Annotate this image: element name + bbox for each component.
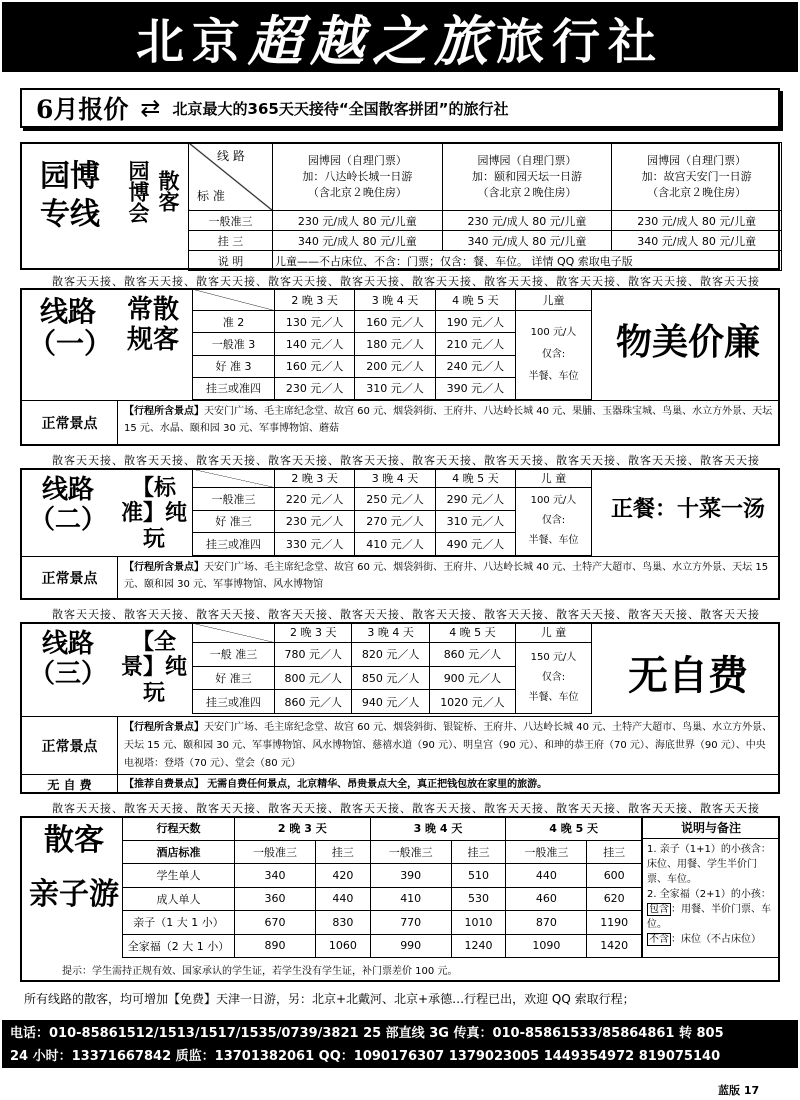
price-cell: 460 [506,887,587,911]
corner-cell [193,469,275,488]
route-3-kind: 【全景】纯玩 [120,629,187,706]
family-title-1: 散客 [44,823,104,858]
route-3-section [20,622,780,794]
price-cell: 340 元/成人 80 元/儿童 [442,231,612,251]
row-label: 好 准三 [193,510,275,533]
col-head: 4 晚 5 天 [435,469,515,488]
child-cell [516,487,592,555]
spot-head: 【行程所含景点】 [124,722,204,733]
price-cell: 240 元／人 [435,355,515,377]
route-1-kind: 常散规客 [126,295,179,355]
notes-box [642,816,780,958]
route-2-title: 线路（二） [28,475,107,535]
price-cell: 160 元／人 [275,355,355,377]
sub-head: 一般准三 [235,840,316,864]
title-part-a: 北京 [135,13,248,70]
free-text: 无需自费任何景点，北京精华、昂贵景点大全，真正把钱包放在家里的旅游。 [207,779,548,790]
price-cell: 890 [235,934,316,958]
price-cell: 530 [451,887,506,911]
row-label: 挂三或准四 [193,377,275,399]
row-label: 好 准三 [193,666,275,690]
price-cell: 310 元／人 [435,510,515,533]
price-cell: 870 [506,911,587,935]
price-cell: 440 [316,887,371,911]
row-label: 一般 准三 [193,642,275,666]
daily-banner: 散客天天接、散客天天接、散客天天接、散客天天接、散客天天接、散客天天接、散客天天接、散客天天接、散客天天接、散客天天接 [52,454,760,467]
contact-footer [2,1020,798,1068]
price-cell: 1020 元／人 [429,690,515,714]
free-list [118,774,780,794]
col-head: 3 晚 4 天 [355,469,435,488]
route-2-slogan: 正餐：十菜一汤 [610,496,765,522]
note-text: 儿童——不占床位、不含：门票；仅含：餐、车位。 详情 QQ 索取电子版 [273,251,782,271]
price-cell: 220 元／人 [275,487,355,510]
sub-head: 一般准三 [370,840,451,864]
price-cell: 940 元／人 [352,690,429,714]
notes-head: 说明与备注 [643,817,779,839]
month-label: 6月报价 [36,95,129,124]
price-cell: 410 元／人 [355,533,435,556]
hotel-head: 酒店标准 [123,840,235,864]
price-cell: 670 [235,911,316,935]
child-cell [516,311,592,400]
price-cell: 410 [370,887,451,911]
spot-list [118,556,780,598]
spot-label: 正常景点 [22,400,118,444]
row-label: 学生单人 [123,864,235,888]
price-cell: 850 元／人 [352,666,429,690]
col-head: 3 晚 4 天 [355,289,435,311]
row-label: 挂三或准四 [193,690,275,714]
sub-head: 挂三 [451,840,506,864]
route-3-title: 线路（三） [28,629,107,689]
days-head: 行程天数 [123,817,235,841]
include-text: ：用餐、半价门票、车位。 [647,904,771,930]
price-cell: 290 元／人 [435,487,515,510]
row-label: 一般准 3 [193,333,275,355]
price-cell: 130 元／人 [275,311,355,333]
col-head: 3 晚 4 天 [352,623,429,643]
corner-cell [193,623,275,643]
price-cell: 230 元/成人 80 元/儿童 [442,211,612,231]
child-inc: 仅含: [541,349,566,361]
child-head: 儿 童 [516,623,592,643]
price-cell: 160 元／人 [355,311,435,333]
route-1-slogan: 物美价廉 [615,321,760,363]
yuanbo-table [188,142,782,271]
child-inc2: 半餐、车位 [528,691,579,703]
price-cell: 440 [506,864,587,888]
price-cell: 360 [235,887,316,911]
price-cell: 340 元/成人 80 元/儿童 [612,231,782,251]
daily-banner: 散客天天接、散客天天接、散客天天接、散客天天接、散客天天接、散客天天接、散客天天接、散客天天接、散客天天接、散客天天接 [52,608,760,621]
price-cell: 830 [316,911,371,935]
double-arrow-icon: ⇄ [140,94,161,122]
yuanbo-route-2: 园博园（自理门票） 加：颐和园天坛一日游 （含北京２晚住房） [442,143,612,211]
price-cell: 1240 [451,934,506,958]
month-banner [20,88,780,128]
free-head: 【推荐自费景点】 [124,779,204,790]
contact-line-1: 电话：010-85861512/1513/1517/1535/0739/3821 25 部直线 3G 传真：010-85861533/85864861 转 805 [10,1026,724,1041]
price-cell: 180 元／人 [355,333,435,355]
title-part-c: 旅行社 [496,13,665,70]
price-cell: 820 元／人 [352,642,429,666]
price-cell: 230 元/成人 80 元/儿童 [612,211,782,231]
price-cell: 1190 [587,911,642,935]
yuanbo-corner [189,143,273,211]
family-section [20,816,780,982]
price-cell: 340 元/成人 80 元/儿童 [273,231,443,251]
col-head: 2 晚 3 天 [235,817,371,841]
student-tip: 提示：学生需持正规有效、国家承认的学生证，若学生没有学生证，补门票差价 100 元。 [62,966,458,977]
family-table [122,816,642,958]
route-1-section [20,288,780,446]
price-cell: 770 [370,911,451,935]
exclude-text: ：床位（不占床位） [671,934,761,945]
price-cell: 860 元／人 [275,690,352,714]
daily-banner: 散客天天接、散客天天接、散客天天接、散客天天接、散客天天接、散客天天接、散客天天接、散客天天接、散客天天接、散客天天接 [52,275,760,288]
line-label: 线 路 [217,149,245,163]
page-number: 蓝版 17 [718,1084,760,1097]
price-cell: 230 元／人 [275,377,355,399]
price-cell: 230 元/成人 80 元/儿童 [273,211,443,231]
price-cell: 900 元／人 [429,666,515,690]
price-cell: 390 元／人 [435,377,515,399]
note-1: 1. 亲子（1+1）的小孩含：床位、用餐、学生半价门票、车位。 [647,844,771,885]
spot-text: 天安门广场、毛主席纪念堂、故宫 60 元、烟袋斜街、王府井、八达岭长城 40 元、果脯、玉器珠宝城、鸟巢、水立方外景、天坛 15 元、水晶、颐和园 30 元、军事博物馆、蘑菇 [124,406,773,434]
price-cell: 210 元／人 [435,333,515,355]
price-cell: 390 [370,864,451,888]
yuanbo-section [20,142,780,270]
include-tag: 包含 [649,904,669,915]
exclude-tag: 不含 [649,934,669,945]
corner-cell [193,289,275,311]
row-label: 一般准三 [189,211,273,231]
col-head: 4 晚 5 天 [429,623,515,643]
price-cell: 270 元／人 [355,510,435,533]
yuanbo-side2: 散客 [156,170,181,212]
row-label: 挂 三 [189,231,273,251]
price-cell: 510 [451,864,506,888]
spot-head: 【行程所含景点】 [124,406,204,417]
title-part-b: 超越之旅 [248,8,496,72]
child-cell [516,642,592,713]
spot-text: 天安门广场、毛主席纪念堂、故宫 60 元、烟袋斜街、王府井、八达岭长城 40 元、土特产大超市、鸟巢、水立方外景、天坛 15 元、颐和园 30 元、军事博物馆、风水博物馆 [124,562,769,590]
child-head: 儿童 [516,289,592,311]
col-head: 2 晚 3 天 [275,289,355,311]
price-cell: 140 元／人 [275,333,355,355]
sub-head: 挂三 [587,840,642,864]
spot-head: 【行程所含景点】 [124,562,204,573]
child-head: 儿 童 [516,469,592,488]
col-head: 2 晚 3 天 [275,469,355,488]
note-2: 2. 全家福（2+1）的小孩： [647,889,771,900]
child-price: 100 元/人 [530,327,577,339]
addon-note: 所有线路的散客，均可增加【免费】天津一日游，另：北京+北戴河、北京+承德…行程已出，欢迎 QQ 索取行程； [24,992,635,1006]
col-head: 3 晚 4 天 [370,817,506,841]
note-label: 说 明 [189,251,273,271]
yuanbo-route-1: 园博园（自理门票） 加：八达岭长城一日游 （含北京２晚住房） [273,143,443,211]
price-cell: 190 元／人 [435,311,515,333]
spot-label: 正常景点 [22,716,118,774]
price-cell: 800 元／人 [275,666,352,690]
row-label: 好 准 3 [193,355,275,377]
price-cell: 250 元／人 [355,487,435,510]
spot-label: 正常景点 [22,556,118,598]
masthead [2,2,798,72]
route-3-slogan: 无自费 [628,652,748,699]
price-cell: 200 元／人 [355,355,435,377]
price-cell: 620 [587,887,642,911]
price-cell: 1090 [506,934,587,958]
child-inc: 仅含: [541,671,566,683]
price-cell: 230 元／人 [275,510,355,533]
price-cell: 420 [316,864,371,888]
daily-banner: 散客天天接、散客天天接、散客天天接、散客天天接、散客天天接、散客天天接、散客天天接、散客天天接、散客天天接、散客天天接 [52,802,760,815]
price-cell: 860 元／人 [429,642,515,666]
price-cell: 1420 [587,934,642,958]
route-3-table [192,622,592,714]
route-2-kind: 【标准】纯玩 [120,475,187,552]
contact-line-2: 24 小时：13371667842 质监：13701382061 QQ：1090176307 1379023005 1449354972 819075140 [10,1049,721,1064]
yuanbo-side: 园博会 [126,160,151,223]
std-label: 标 准 [197,189,225,203]
col-head: 4 晚 5 天 [435,289,515,311]
price-cell: 490 元／人 [435,533,515,556]
price-cell: 1010 [451,911,506,935]
free-label: 无 自 费 [22,774,118,794]
price-cell: 780 元／人 [275,642,352,666]
yuanbo-title: 园博专线 [40,159,100,232]
child-price: 150 元/人 [530,651,577,663]
spot-text: 天安门广场、毛主席纪念堂、故宫 60 元、烟袋斜街、银锭桥、王府井、八达岭长城 40 元、土特产大超市、鸟巢、水立方外景、天坛 15 元、颐和园 30 元、军事博物馆、风水博物馆、慈禧水道（90 元）、明皇宫（90 元）、和珅的恭王府（70 元）、海底世界（90 元）、中央电视塔：登塔（70 元）、堂会（80 元） [124,722,773,769]
child-inc: 仅含: [541,515,566,527]
row-label: 亲子（1 大 1 小） [123,911,235,935]
route-1-table [192,288,592,400]
route-1-title: 线路（一） [28,295,113,361]
price-cell: 1060 [316,934,371,958]
sub-head: 挂三 [316,840,371,864]
price-cell: 990 [370,934,451,958]
row-label: 挂三或准四 [193,533,275,556]
yuanbo-route-3: 园博园（自理门票） 加：故宫天安门一日游 （含北京２晚住房） [612,143,782,211]
row-label: 一般准三 [193,487,275,510]
family-title-2: 亲子游 [29,877,119,912]
price-cell: 330 元／人 [275,533,355,556]
child-price: 100 元/人 [530,495,577,507]
route-2-section [20,468,780,600]
spot-list [118,716,780,774]
notes-body [643,839,779,950]
child-inc2: 半餐、车位 [528,535,579,547]
price-cell: 600 [587,864,642,888]
row-label: 成人单人 [123,887,235,911]
row-label: 全家福（2 大 1 小） [123,934,235,958]
route-2-table [192,468,592,556]
col-head: 4 晚 5 天 [506,817,642,841]
price-cell: 310 元／人 [355,377,435,399]
slogan: 北京最大的365天天接待“全国散客拼团”的旅行社 [172,99,509,118]
col-head: 2 晚 3 天 [275,623,352,643]
price-cell: 340 [235,864,316,888]
spot-list [118,400,780,444]
child-inc2: 半餐、车位 [528,371,579,383]
row-label: 准 2 [193,311,275,333]
sub-head: 一般准三 [506,840,587,864]
